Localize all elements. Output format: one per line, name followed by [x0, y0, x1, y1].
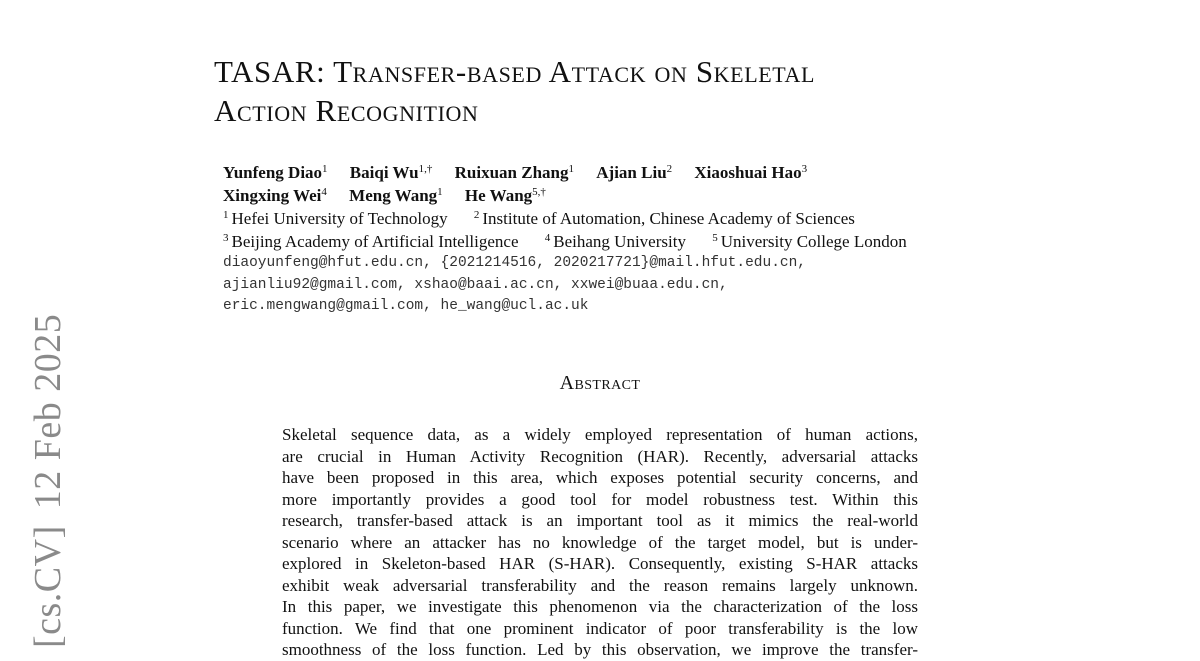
affiliation-name: Beihang University	[553, 232, 686, 251]
abstract-line: Skeletal sequence data, as a widely employed representation of human actions,	[282, 425, 918, 444]
author-list	[223, 161, 1123, 207]
arxiv-side-stamp	[28, 314, 68, 648]
abstract-line: smoothness of the loss function. Led by this observation, we improve the transfer-	[282, 640, 918, 659]
arxiv-category: [cs.CV]	[27, 525, 69, 648]
author-name: Ajian Liu	[596, 163, 667, 182]
author	[223, 184, 327, 207]
author	[223, 161, 328, 184]
author	[350, 161, 433, 184]
author-name: Ruixuan Zhang	[454, 163, 569, 182]
affiliation-number: 3	[223, 232, 229, 244]
author-name: Xiaoshuai Hao	[694, 163, 802, 182]
abstract-line: research, transfer-based attack is an important tool as it mimics the real-world	[282, 511, 918, 530]
affiliation	[545, 230, 686, 253]
author-affiliation-mark: 2	[666, 163, 673, 175]
abstract-line: explored in Skeleton-based HAR (S-HAR). Consequently, existing S-HAR attacks	[282, 554, 918, 573]
email-line: eric.mengwang@gmail.com, he_wang@ucl.ac.uk	[223, 298, 589, 314]
affiliation-row-1	[223, 207, 1123, 230]
abstract-line: scenario where an attacker has no knowledge of the target model, but is under-	[282, 532, 918, 552]
author	[455, 161, 574, 184]
abstract-line: In this paper, we investigate this phenomenon via the characterization of the loss	[282, 597, 918, 616]
author-name: He Wang	[464, 186, 533, 205]
abstract-line: are crucial in Human Activity Recognition (HAR). Recently, adversarial attacks	[282, 446, 918, 466]
arxiv-date: 12 Feb 2025	[27, 313, 69, 510]
author	[596, 161, 672, 184]
title-line-1: TASAR: Transfer-based Attack on Skeletal	[214, 54, 816, 89]
affiliation-name: Hefei University of Technology	[231, 209, 448, 228]
affiliation-number: 5	[712, 232, 718, 244]
author-affiliation-mark: 1	[437, 186, 443, 198]
paper-title	[214, 52, 1034, 130]
affiliation-name: Beijing Academy of Artificial Intelligence	[231, 232, 519, 251]
author-affiliation-mark: 5,†	[532, 186, 546, 198]
author-name: Xingxing Wei	[223, 186, 322, 205]
abstract-heading: Abstract	[559, 372, 641, 394]
affiliation-name: Institute of Automation, Chinese Academy of Sciences	[482, 209, 855, 228]
abstract-line: exhibit weak adversarial transferability and the reason remains largely unknown.	[282, 575, 918, 595]
abstract-body	[282, 424, 918, 661]
author	[349, 184, 443, 207]
affiliation-number: 1	[223, 209, 229, 221]
author-affiliation-mark: 1	[322, 163, 328, 175]
affiliation	[712, 230, 907, 253]
author-affiliation-mark: 1,†	[418, 163, 433, 175]
affiliation-name: University College London	[720, 232, 907, 251]
affiliation-row-2	[223, 230, 1123, 253]
affiliation	[223, 207, 448, 230]
author	[465, 184, 546, 207]
abstract-line: have been proposed in this area, which exposes potential security concerns, and	[282, 468, 918, 487]
affiliation-number: 4	[544, 232, 551, 244]
affiliation	[223, 230, 519, 253]
title-line-2: Action Recognition	[214, 93, 479, 128]
author	[694, 161, 807, 184]
author-row-2	[223, 184, 1123, 207]
author-name: Baiqi Wu	[349, 163, 419, 182]
author-affiliation-mark: 3	[801, 163, 808, 175]
author-name: Yunfeng Diao	[223, 163, 323, 182]
author-name: Meng Wang	[349, 186, 438, 205]
affiliation-number: 2	[473, 209, 480, 221]
affiliation-list	[223, 207, 1123, 253]
email-line: ajianliu92@gmail.com, xshao@baai.ac.cn, xxwei@buaa.edu.cn,	[223, 276, 728, 293]
author-affiliation-mark: 4	[321, 186, 327, 198]
abstract-line: more importantly provides a good tool for model robustness test. Within this	[282, 489, 918, 509]
author-affiliation-mark: 1	[568, 163, 575, 175]
author-row-1	[223, 161, 1123, 184]
email-line: diaoyunfeng@hfut.edu.cn, {2021214516, 2020217721}@mail.hfut.edu.cn,	[223, 255, 806, 271]
abstract-line: function. We find that one prominent indicator of poor transferability is the low	[282, 618, 918, 638]
email-list	[223, 253, 1123, 318]
affiliation	[474, 207, 855, 230]
